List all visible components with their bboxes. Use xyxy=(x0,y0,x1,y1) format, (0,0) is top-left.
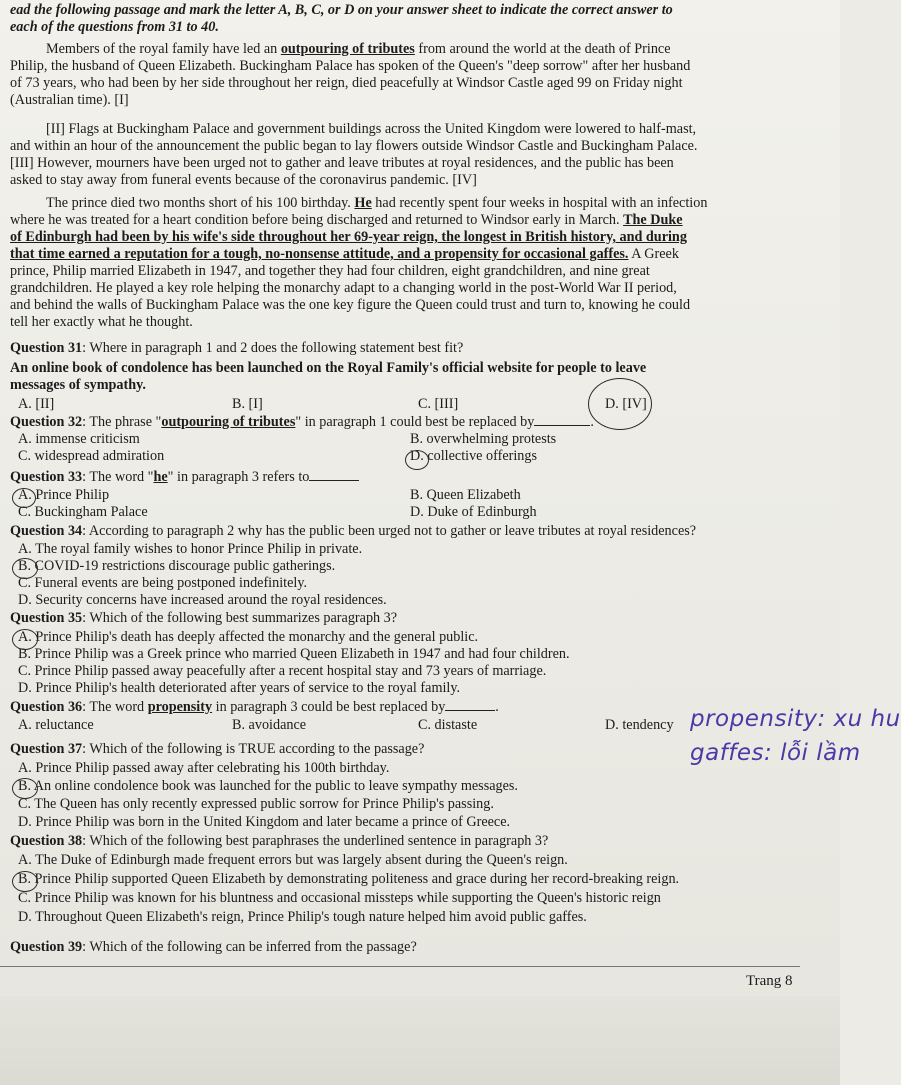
question-36: Question 36: The word propensity in paragraph 3 could be best replaced by . xyxy=(10,699,499,715)
question-37: Question 37: Which of the following is TRUE according to the passage? xyxy=(10,741,425,757)
handwritten-note: gaffes: lỗi lầm xyxy=(690,740,861,766)
q32-option-d[interactable]: D. collective offerings xyxy=(410,448,537,464)
passage-line: and behind the walls of Buckingham Palace was the one key figure the Queen could trust and turn to, knowing he could xyxy=(10,297,691,313)
q38-option-a[interactable]: A. The Duke of Edinburgh made frequent errors but was largely absent during the Queen's reign. xyxy=(18,852,568,868)
q33-option-c[interactable]: C. Buckingham Palace xyxy=(18,504,148,520)
q36-option-a[interactable]: A. reluctance xyxy=(18,717,94,733)
q34-option-a[interactable]: A. The royal family wishes to honor Prince Philip in private. xyxy=(18,541,363,557)
q32-option-c[interactable]: C. widespread admiration xyxy=(18,448,165,464)
passage-line: of 73 years, who had been by her side throughout her reign, died peacefully at Windsor Castle aged 99 on Friday night xyxy=(10,75,683,91)
q31-option-b[interactable]: B. [I] xyxy=(232,396,263,412)
passage-line: [III] However, mourners have been urged not to gather and leave tributes at royal residences, and the public has been xyxy=(10,155,674,171)
underlined-phrase: outpouring of tributes xyxy=(280,41,415,57)
q36-option-c[interactable]: C. distaste xyxy=(418,717,478,733)
question-31: Question 31: Where in paragraph 1 and 2 does the following statement best fit? xyxy=(10,340,464,356)
instruction-line: each of the questions from 31 to 40. xyxy=(10,19,219,35)
q35-option-a[interactable]: A. Prince Philip's death has deeply affected the monarchy and the general public. xyxy=(18,629,479,645)
passage-line: Philip, the husband of Queen Elizabeth. Buckingham Palace has spoken of the Queen's "deep sorrow" after her husband xyxy=(10,58,691,74)
passage-line: (Australian time). [I] xyxy=(10,92,129,108)
underlined-sentence: that time earned a reputation for a tough, no-nonsense attitude, and a propensity for occasional gaffes. xyxy=(10,246,629,262)
q32-option-b[interactable]: B. overwhelming protests xyxy=(410,431,557,447)
q35-option-d[interactable]: D. Prince Philip's health deteriorated after years of service to the royal family. xyxy=(18,680,461,696)
passage-line: [II] Flags at Buckingham Palace and government buildings across the United Kingdom were lowered to half-mast, xyxy=(46,121,697,137)
passage-line: tell her exactly what he thought. xyxy=(10,314,193,330)
question-38: Question 38: Which of the following best paraphrases the underlined sentence in paragraph 3? xyxy=(10,833,549,849)
q36-option-b[interactable]: B. avoidance xyxy=(232,717,307,733)
q38-option-c[interactable]: C. Prince Philip was known for his bluntness and occasional missteps while supporting the Queen's historic reign xyxy=(18,890,661,906)
q31-option-c[interactable]: C. [III] xyxy=(418,396,459,412)
q37-option-d[interactable]: D. Prince Philip was born in the United Kingdom and later became a prince of Greece. xyxy=(18,814,511,830)
passage-line: The prince died two months short of his 100 birthday. He had recently spent four weeks in hospital with an infection xyxy=(46,195,708,211)
q37-option-b[interactable]: B. An online condolence book was launched for the public to leave sympathy messages. xyxy=(18,778,518,794)
page-number: Trang 8 xyxy=(746,973,793,989)
q34-option-c[interactable]: C. Funeral events are being postponed indefinitely. xyxy=(18,575,308,591)
q32-option-a[interactable]: A. immense criticism xyxy=(18,431,140,447)
q33-option-b[interactable]: B. Queen Elizabeth xyxy=(410,487,521,503)
passage-line: prince, Philip married Elizabeth in 1947, and together they had four children, eight grandchildren, and nine great xyxy=(10,263,650,279)
question-33: Question 33: The word "he" in paragraph 3 refers to xyxy=(10,469,836,486)
passage-line: where he was treated for a heart condition before being discharged and returned to Windsor early in March. The Duke xyxy=(10,212,683,228)
q34-option-b[interactable]: B. COVID-19 restrictions discourage public gatherings. xyxy=(18,558,336,574)
q38-option-b[interactable]: B. Prince Philip supported Queen Elizabeth by demonstrating politeness and grace during her record-breaking reign. xyxy=(18,871,680,887)
passage-line: grandchildren. He played a key role helping the monarchy adapt to a changing world in the post-World War II period, xyxy=(10,280,677,296)
page-bottom-shadow xyxy=(0,996,840,1085)
q38-option-d[interactable]: D. Throughout Queen Elizabeth's reign, Prince Philip's tough nature helped him avoid public gaffes. xyxy=(18,909,587,925)
q37-option-c[interactable]: C. The Queen has only recently expressed public sorrow for Prince Philip's passing. xyxy=(18,796,494,812)
question-34: Question 34: According to paragraph 2 why has the public been urged not to gather or leave tributes at royal residences? xyxy=(10,523,697,539)
page-divider xyxy=(0,966,800,967)
question-39: Question 39: Which of the following can be inferred from the passage? xyxy=(10,939,417,955)
instruction-line: ead the following passage and mark the letter A, B, C, or D on your answer sheet to indicate the correct answer to xyxy=(10,2,673,18)
q31-statement: messages of sympathy. xyxy=(10,377,146,393)
q33-option-d[interactable]: D. Duke of Edinburgh xyxy=(410,504,537,520)
q35-option-c[interactable]: C. Prince Philip passed away peacefully after a recent hospital stay and 73 years of marriage. xyxy=(18,663,547,679)
q37-option-a[interactable]: A. Prince Philip passed away after celebrating his 100th birthday. xyxy=(18,760,390,776)
passage-line: that time earned a reputation for a tough, no-nonsense attitude, and a propensity for occasional gaffes. A Greek xyxy=(10,246,679,262)
q31-statement: An online book of condolence has been launched on the Royal Family's official website for people to leave xyxy=(10,360,647,376)
q31-option-d[interactable]: D. [IV] xyxy=(605,396,647,412)
underlined-sentence: The Duke xyxy=(623,212,683,228)
q36-option-d[interactable]: D. tendency xyxy=(605,717,674,733)
q35-option-b[interactable]: B. Prince Philip was a Greek prince who married Queen Elizabeth in 1947 and had four children. xyxy=(18,646,570,662)
question-32: Question 32: The phrase "outpouring of tributes" in paragraph 1 could best be replaced by . xyxy=(10,414,594,430)
q34-option-d[interactable]: D. Security concerns have increased around the royal residences. xyxy=(18,592,387,608)
passage-line: and within an hour of the announcement the public began to lay flowers outside Windsor Castle and Buckingham Palace. xyxy=(10,138,698,154)
underlined-sentence: of Edinburgh had been by his wife's side throughout her 69-year reign, the longest in British history, and during xyxy=(10,229,687,245)
q31-option-a[interactable]: A. [II] xyxy=(18,396,55,412)
q33-option-a[interactable]: A. Prince Philip xyxy=(18,487,110,503)
underlined-word: He xyxy=(354,195,372,211)
question-35: Question 35: Which of the following best summarizes paragraph 3? xyxy=(10,610,398,626)
passage-line: asked to stay away from funeral events because of the coronavirus pandemic. [IV] xyxy=(10,172,477,188)
passage-line: Members of the royal family have led an outpouring of tributes from around the world at the death of Prince xyxy=(46,41,671,57)
handwritten-note: propensity: xu hu xyxy=(690,706,901,732)
